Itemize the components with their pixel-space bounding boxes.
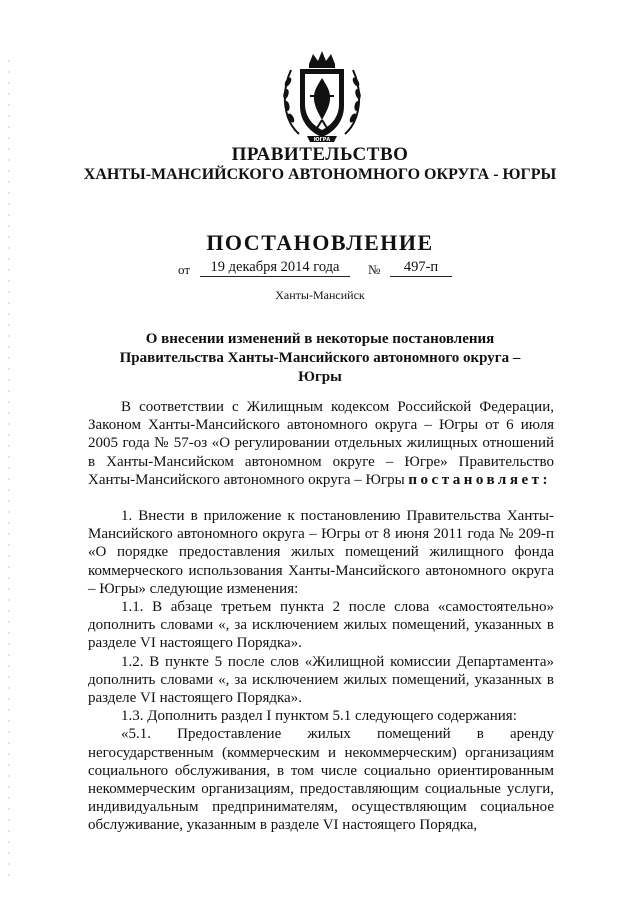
item-1-3-paragraph: 1.3. Дополнить раздел I пунктом 5.1 следующего содержания: [121, 708, 517, 725]
date-prefix: от [178, 262, 191, 277]
document-number: 497-п [390, 259, 452, 277]
decrees-word: постановляет: [408, 471, 551, 488]
region-title: ХАНТЫ-МАНСИЙСКОГО АВТОНОМНОГО ОКРУГА - ЮГРЫ [83, 166, 557, 183]
item-1-paragraph: 1. Внести в приложение к постановлению Правительства Ханты-Мансийского автономного округа – Югры от 8 июня 2011 года № 209-п «О порядке предоставления жилых помещений жилищного фонда коммерческого использования Ханты-Мансийского автономного округа – Югры» следующие изменения: [88, 508, 554, 597]
date-number-line [178, 258, 468, 280]
preamble-paragraph [88, 398, 554, 489]
heading-line-1: О внесении изменений в некоторые постановления [145, 331, 495, 347]
document-date: 19 декабря 2014 года [200, 259, 350, 277]
coat-of-arms-emblem [277, 48, 367, 144]
item-1-1-paragraph: 1.1. В абзаце третьем пункта 2 после слова «самостоятельно» дополнить словами «, за исключением жилых помещений, указанных в разделе VI настоящего Порядка». [88, 599, 554, 652]
item-5-1-paragraph: «5.1. Предоставление жилых помещений в аренду негосударственным (коммерческим и некоммерческим) организациям социального обслуживания, в том числе социально ориентированным некоммерческим организациям, предоставляющим социальные услуги, индивидуальным предпринимателям, осуществляющим социальное обслуживание, указанным в разделе VI настоящего Порядка, [88, 726, 554, 834]
number-prefix: № [368, 262, 381, 277]
preamble-text: В соответствии с Жилищным кодексом Российской Федерации, Законом Ханты-Мансийского автономного округа – Югры от 6 июля 2005 года № 57-оз «О регулировании отдельных жилищных отношений в Ханты-Мансийском автономном округе – Югре» Правительство Ханты-Мансийского автономного округа – Югры [88, 399, 554, 488]
government-title: ПРАВИТЕЛЬСТВО [231, 144, 409, 165]
emblem-ribbon-text: ЮГРА [313, 137, 331, 143]
document-type: ПОСТАНОВЛЕНИЕ [206, 230, 434, 255]
city-name: Ханты-Мансийск [275, 288, 365, 302]
item-1-2-paragraph: 1.2. В пункте 5 после слов «Жилищной комиссии Департамента» дополнить словами «, за исключением жилых помещений, указанных в разделе VI настоящего Порядка». [88, 653, 554, 707]
heading-line-2: Правительства Ханты-Мансийского автономного округа – Югры [119, 350, 521, 385]
document-heading [100, 330, 540, 387]
document-body [88, 398, 554, 835]
